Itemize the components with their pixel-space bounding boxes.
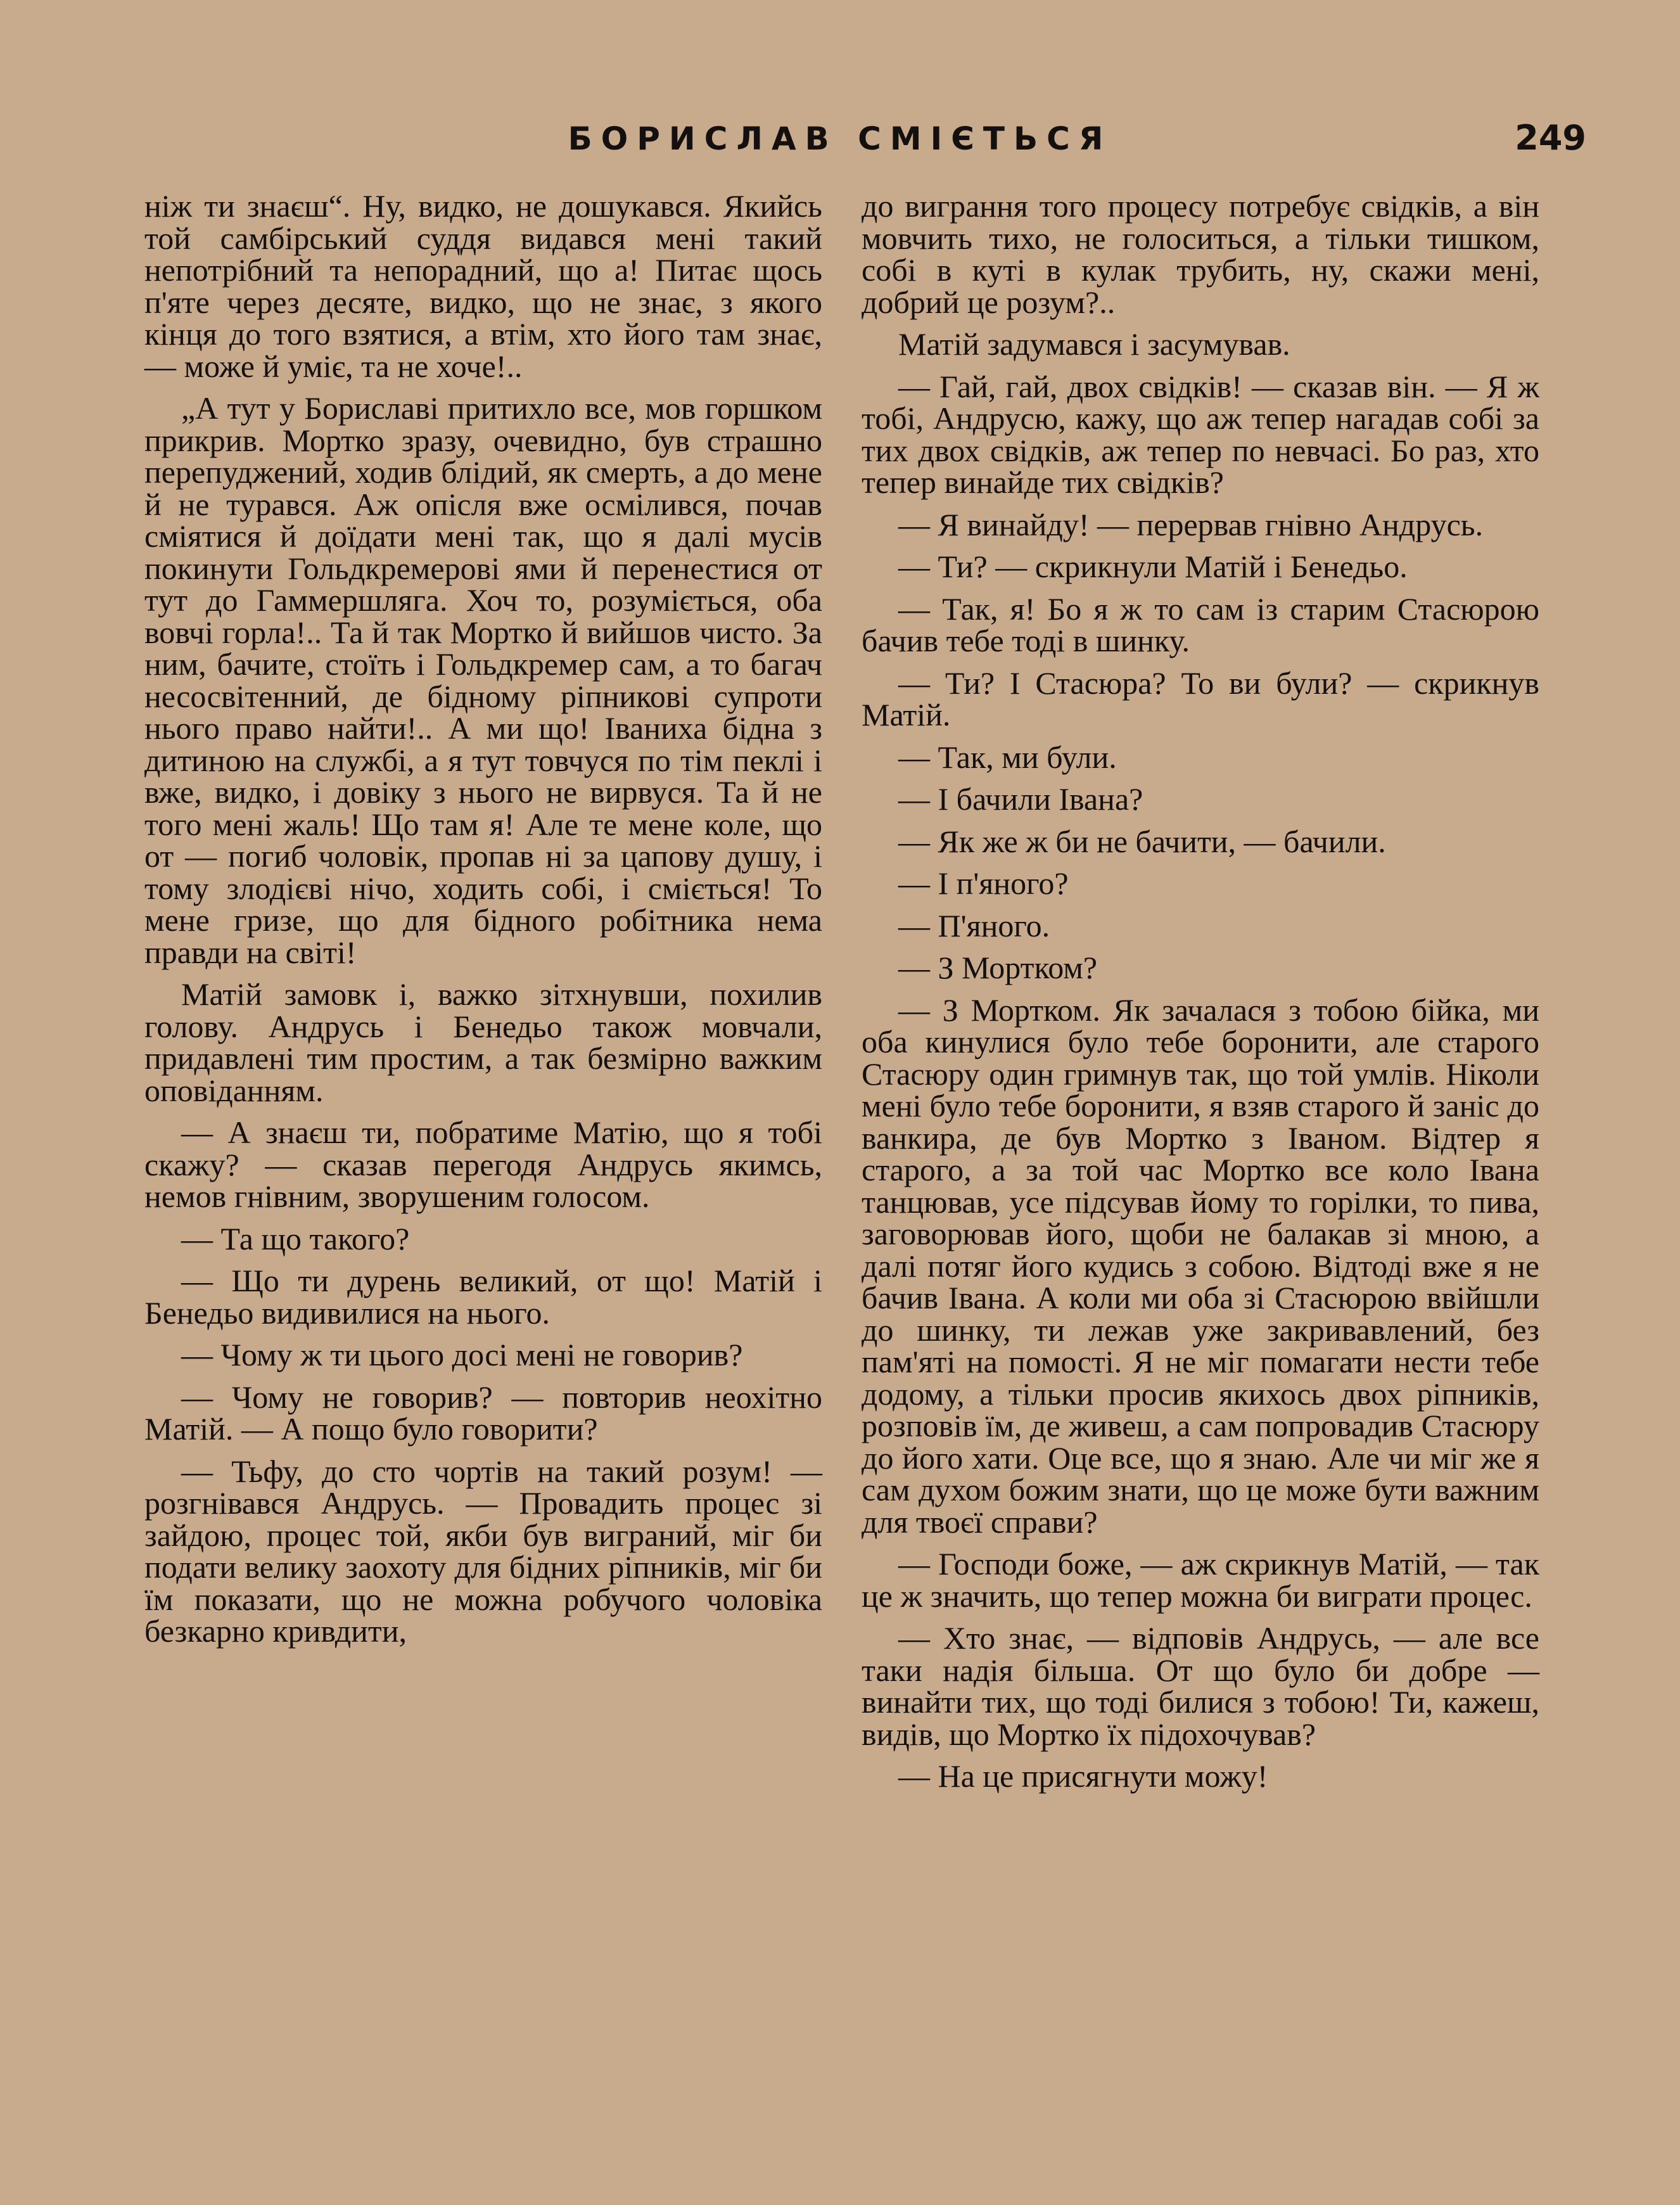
paragraph: — З Мортком. Як зачалася з тобою бійка, ми оба кинулися було тебе боронити, але старого Стасюру один гримнув так, що той умлів. Ніколи мені було тебе боронити, я взяв старого й заніс до ванкира, де був Мортко з Іваном. Відтер я старого, а за той час Мортко все коло Івана танцював, усе підсував йому то горілки, то пива, заговорював його, щоби не балакав зі мною, а далі потяг його кудись з собою. Відтоді вже я не бачив Івана. А коли ми оба зі Стасюрою ввійшли до шинку, ти лежав уже закривавлений, без пам'яті на помості. Я не міг помагати нести тебе додому, а тільки просив якихось двох ріпників, розповів їм, де живеш, а сам попровадив Стасюру до його хати. Оце все, що я знаю. Але чи міг же я сам духом божим знати, що це може бути важним для твоєї справи? <box>862 992 1539 1540</box>
paragraph: „А тут у Бориславі притихло все, мов горшком прикрив. Мортко зразу, очевидно, був страшно перепуджений, ходив блідий, як смерть, а до мене й не турався. Аж опісля вже осмілився, почав сміятися й доїдати мені так, що я далі мусів покинути Гольдкремерові ями й перенестися от тут до Гаммершляга. Хоч то, розуміється, оба вовчі горла!.. Та й так Мортко й вийшов чисто. За ним, бачите, стоїть і Гольдкремер сам, а то багач несосвітенний, де бідному ріпникові супроти нього право найти!.. А ми що! Іваниха бідна з дитиною на службі, а я тут товчуся по тім пеклі і вже, видко, і довіку з нього не вирвуся. Та й не того мені жаль! Що там я! Але те мене коле, що от — погиб чоловік, пропав ні за цапову душу, і тому злодієві нічо, ходить собі, і сміється! То мене гризе, що для бідного робітника нема правди на світі! <box>144 390 822 970</box>
paragraph: — І п'яного? <box>898 866 1069 901</box>
paragraph: — А знаєш ти, побратиме Матію, що я тобі скажу? — сказав перегодя Андрусь якимсь, немов гнівним, зворушеним голосом. <box>144 1115 822 1214</box>
paragraph: — Тьфу, до сто чортів на такий розум! — розгнівався Андрусь. — Провадить процес зі зайдою, процес той, якби був виграний, міг би подати велику заохоту для бідних ріпників, міг би їм показати, що не можна робучого чоловіка безкарно кривдити, <box>144 1453 822 1649</box>
paragraph: — Господи боже, — аж скрикнув Матій, — так це ж значить, що тепер можна би виграти процес. <box>862 1546 1539 1614</box>
paragraph: — Так, ми були. <box>898 739 1117 775</box>
paragraph: — Як же ж би не бачити, — бачили. <box>898 823 1386 859</box>
paragraph: — І бачили Івана? <box>898 781 1143 817</box>
left-text-column <box>144 190 822 1658</box>
paragraph: Матій задумався і засумував. <box>898 326 1290 362</box>
running-title: БОРИСЛАВ СМІЄТЬСЯ <box>568 120 1112 157</box>
paragraph: — Так, я! Бо я ж то сам із старим Стасюрою бачив тебе тоді в шинку. <box>862 591 1539 658</box>
paragraph: Матій замовк і, важко зітхнувши, похилив голову. Андрусь і Бенедьо також мовчали, придавлені тим простим, а так безмірно важким оповіданням. <box>144 976 822 1108</box>
paragraph: до виграння того процесу потребує свідків, а він мовчить тихо, не голоситься, а тільки тишком, собі в куті в кулак трубить, ну, скажи мені, добрий це розум?.. <box>862 188 1539 320</box>
paragraph: — Гай, гай, двох свідків! — сказав він. — Я ж тобі, Андрусю, кажу, що аж тепер нагадав собі за тих двох свідків, аж тепер по невчасі. Бо раз, хто тепер винайде тих свідків? <box>862 368 1539 500</box>
paragraph: — Ти? — скрикнули Матій і Бенедьо. <box>898 549 1408 584</box>
paragraph: — Я винайду! — перервав гнівно Андрусь. <box>898 506 1484 542</box>
right-text-column <box>862 190 1539 1803</box>
paragraph: — Та що такого? <box>181 1220 410 1256</box>
paragraph: ніж ти знаєш“. Ну, видко, не дошукався. Якийсь той самбірський суддя видався мені такий непотрібний та непорадний, що а! Питає щось п'яте через десяте, видко, що не знає, з якого кінця до того взятися, а втім, хто його там знає, — може й уміє, та не хоче!.. <box>144 188 822 384</box>
page-number: 249 <box>1515 118 1586 158</box>
paragraph: — Що ти дурень великий, от що! Матій і Бенедьо видивилися на нього. <box>144 1263 822 1331</box>
paragraph: — Хто знає, — відповів Андрусь, — але все таки надія більша. От що було би добре — винайти тих, що тоді билися з тобою! Ти, кажеш, видів, що Мортко їх підохочував? <box>862 1620 1539 1752</box>
paragraph: — На це присягнути можу! <box>898 1758 1268 1794</box>
page-header <box>0 120 1680 165</box>
paragraph: — Чому не говорив? — повторив неохітно Матій. — А пощо було говорити? <box>144 1379 822 1447</box>
paragraph: — Чому ж ти цього досі мені не говорив? <box>181 1337 743 1372</box>
paragraph: — З Мортком? <box>898 950 1098 985</box>
paragraph: — Ти? І Стасюра? То ви були? — скрикнув Матій. <box>862 665 1539 732</box>
paragraph: — П'яного. <box>898 907 1050 943</box>
